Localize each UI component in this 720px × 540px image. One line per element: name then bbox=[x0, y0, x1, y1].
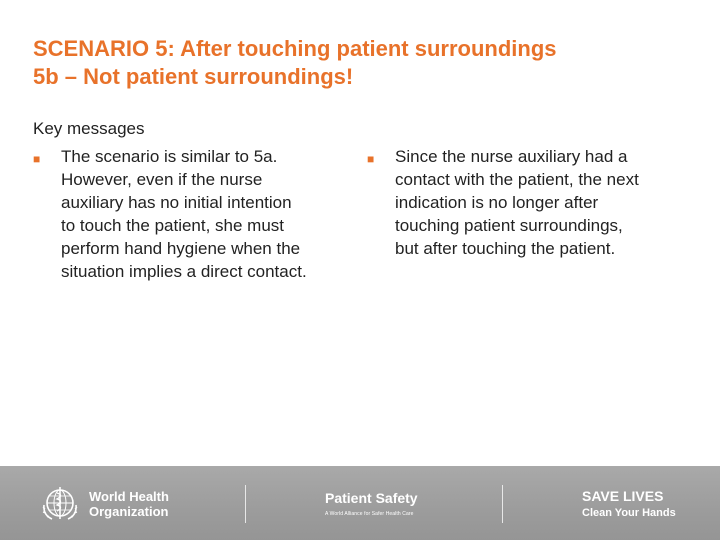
slide-title bbox=[33, 35, 713, 91]
clean-your-hands-subtitle: Clean Your Hands bbox=[582, 507, 676, 519]
patient-safety-title: Patient Safety bbox=[325, 490, 418, 506]
bullet-item-1 bbox=[33, 145, 363, 283]
square-bullet-icon: ■ bbox=[367, 152, 375, 166]
bullet-text-1 bbox=[61, 145, 363, 283]
patient-safety-subtitle: A World Alliance for Safer Health Care bbox=[325, 511, 414, 517]
key-messages-heading: Key messages bbox=[33, 119, 145, 138]
who-emblem-icon bbox=[40, 483, 80, 523]
bullet-2-line: Since the nurse auxiliary had a bbox=[395, 147, 628, 166]
bullet-1-line: However, even if the nurse bbox=[61, 170, 263, 189]
bullet-item-2 bbox=[367, 145, 707, 260]
save-lives-title: SAVE LIVES bbox=[582, 488, 664, 504]
bullet-2-line: indication is no longer after bbox=[395, 193, 599, 212]
bullet-1-line: to touch the patient, she must bbox=[61, 216, 285, 235]
footer-divider bbox=[502, 485, 503, 523]
footer-divider bbox=[245, 485, 246, 523]
bullet-1-line: The scenario is similar to 5a. bbox=[61, 147, 278, 166]
bullet-1-line: perform hand hygiene when the bbox=[61, 239, 301, 258]
who-logo-text bbox=[89, 489, 169, 519]
slide-title-line-1: SCENARIO 5: After touching patient surroundings bbox=[33, 36, 557, 61]
bullet-text-2 bbox=[395, 145, 707, 260]
square-bullet-icon: ■ bbox=[33, 152, 41, 166]
bullet-2-line: but after touching the patient. bbox=[395, 239, 616, 258]
bullet-2-line: contact with the patient, the next bbox=[395, 170, 639, 189]
who-line-1: World Health bbox=[89, 489, 169, 504]
bullet-1-line: auxiliary has no initial intention bbox=[61, 193, 292, 212]
footer-bar bbox=[0, 466, 720, 540]
bullet-1-line: situation implies a direct contact. bbox=[61, 262, 307, 281]
who-line-2: Organization bbox=[89, 504, 169, 519]
slide-title-line-2: 5b – Not patient surroundings! bbox=[33, 64, 354, 89]
bullet-2-line: touching patient surroundings, bbox=[395, 216, 623, 235]
